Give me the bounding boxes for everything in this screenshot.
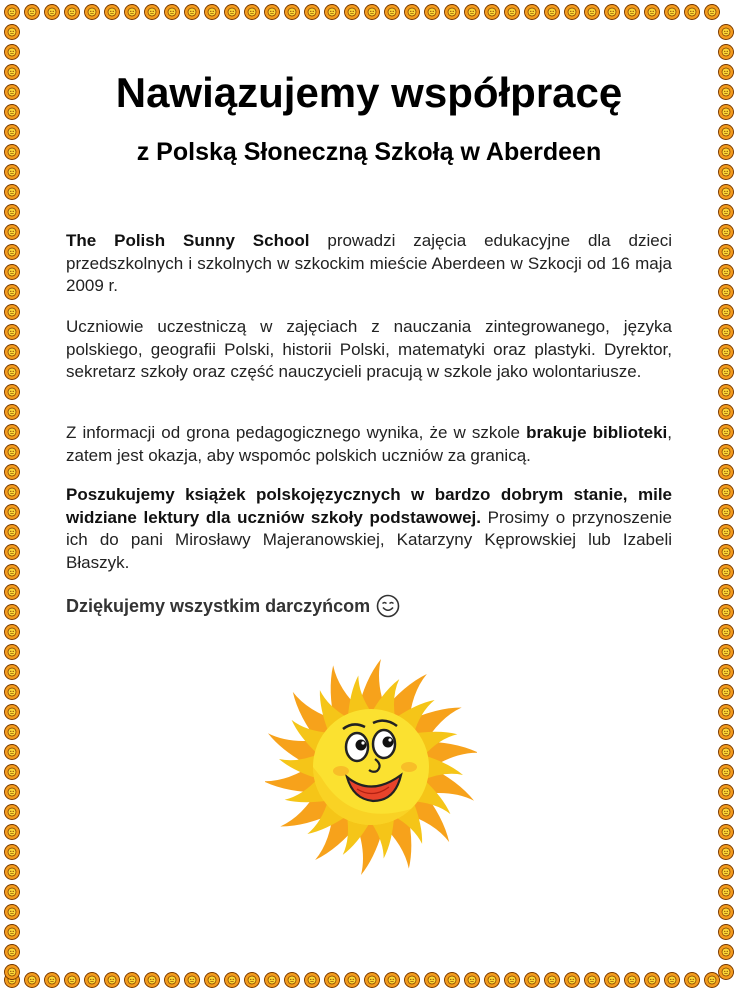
border-flower xyxy=(5,5,20,20)
border-flower xyxy=(5,885,20,900)
border-flower xyxy=(685,973,700,988)
border-flower xyxy=(485,5,500,20)
border-flower xyxy=(5,545,20,560)
border-flower xyxy=(5,665,20,680)
border-flower xyxy=(719,945,734,960)
border-flower xyxy=(5,225,20,240)
border-flower xyxy=(719,645,734,660)
border-flower xyxy=(285,5,300,20)
border-flower xyxy=(325,5,340,20)
border-flower xyxy=(5,705,20,720)
border-flower xyxy=(505,973,520,988)
border-flower xyxy=(265,5,280,20)
border-flower xyxy=(5,845,20,860)
border-flower xyxy=(505,5,520,20)
thanks-line xyxy=(66,593,400,619)
paragraph-book-request: Poszukujemy książek polskojęzycznych w bardzo dobrym stanie, mile widziane lektury dla uczniów szkoły podstawowej. Prosimy o przynoszenie ich do pani Mirosławy Majeranowskiej, Katarzyny Kęprowskiej lub Izabeli Błaszyk. xyxy=(66,485,672,572)
border-flower xyxy=(705,5,720,20)
border-flower xyxy=(719,65,734,80)
border-flower xyxy=(5,645,20,660)
border-flower xyxy=(719,345,734,360)
border-flower xyxy=(5,265,20,280)
border-flower xyxy=(719,925,734,940)
border-flower xyxy=(305,5,320,20)
border-flower xyxy=(5,605,20,620)
border-flower xyxy=(719,825,734,840)
border-flower xyxy=(245,973,260,988)
page-subtitle: z Polską Słoneczną Szkołą w Aberdeen xyxy=(136,138,602,166)
border-flower xyxy=(719,85,734,100)
border-flower xyxy=(5,625,20,640)
border-flower xyxy=(5,485,20,500)
border-flower xyxy=(625,5,640,20)
border-flower xyxy=(5,325,20,340)
paragraph-lessons: Uczniowie uczestniczą w zajęciach z nauczania zintegrowanego, języka polskiego, geografii Polski, historii Polski, matematyki oraz plastyki. Dyrektor, sekretarz szkoły oraz część nauczycieli pracują w szkole jako wolontariusze. xyxy=(66,317,672,382)
border-flower xyxy=(719,905,734,920)
border-flower xyxy=(5,685,20,700)
smiley-icon xyxy=(376,594,400,618)
border-flower xyxy=(5,505,20,520)
border-flower xyxy=(719,785,734,800)
border-flower xyxy=(5,285,20,300)
border-flower xyxy=(205,5,220,20)
border-flower xyxy=(719,665,734,680)
border-flower xyxy=(145,5,160,20)
border-flower xyxy=(365,5,380,20)
border-flower xyxy=(5,45,20,60)
border-flower xyxy=(165,5,180,20)
border-flower xyxy=(719,845,734,860)
border-flower xyxy=(5,65,20,80)
border-flower xyxy=(665,973,680,988)
border-flower xyxy=(719,465,734,480)
border-flower xyxy=(665,5,680,20)
border-flower xyxy=(5,805,20,820)
border-flower xyxy=(719,525,734,540)
border-flower xyxy=(425,5,440,20)
border-flower xyxy=(5,725,20,740)
border-flower xyxy=(125,973,140,988)
sun-clipart xyxy=(265,652,477,882)
border-flower xyxy=(565,5,580,20)
border-flower xyxy=(5,445,20,460)
border-flower xyxy=(145,973,160,988)
border-flower xyxy=(5,245,20,260)
border-flower xyxy=(685,5,700,20)
border-flower xyxy=(5,965,20,980)
border-flower xyxy=(5,305,20,320)
border-flower xyxy=(719,505,734,520)
border-flower xyxy=(719,565,734,580)
border-flower xyxy=(5,385,20,400)
border-flower xyxy=(205,973,220,988)
border-flower xyxy=(565,973,580,988)
border-flower xyxy=(719,485,734,500)
border-flower xyxy=(125,5,140,20)
border-flower xyxy=(5,945,20,960)
border-flower xyxy=(345,973,360,988)
border-flower xyxy=(5,825,20,840)
border-flower xyxy=(719,865,734,880)
border-flower xyxy=(65,5,80,20)
border-flower xyxy=(5,185,20,200)
border-flower xyxy=(719,625,734,640)
border-flower xyxy=(719,445,734,460)
border-flower xyxy=(5,105,20,120)
border-flower xyxy=(719,105,734,120)
border-flower xyxy=(719,45,734,60)
thanks-text: Dziękujemy wszystkim darczyńcom xyxy=(66,596,371,616)
border-flower xyxy=(5,905,20,920)
border-flower xyxy=(45,973,60,988)
border-flower xyxy=(719,185,734,200)
border-flower xyxy=(225,5,240,20)
book-request-bold: Poszukujemy książek polskojęzycznych w bardzo dobrym stanie, mile widziane lektury dla uczniów szkoły podstawowej. xyxy=(66,485,672,527)
border-flower xyxy=(5,125,20,140)
border-flower xyxy=(719,405,734,420)
border-flower xyxy=(719,965,734,980)
border-flower xyxy=(719,545,734,560)
border-flower xyxy=(365,973,380,988)
border-flower xyxy=(85,973,100,988)
school-name: The Polish Sunny School xyxy=(66,231,310,250)
border-flower xyxy=(525,973,540,988)
border-flower xyxy=(5,425,20,440)
border-flower xyxy=(719,605,734,620)
border-flower xyxy=(25,5,40,20)
border-flower xyxy=(5,585,20,600)
border-flower xyxy=(265,973,280,988)
border-flower xyxy=(5,365,20,380)
border-flower xyxy=(719,145,734,160)
border-flower xyxy=(5,85,20,100)
border-flower xyxy=(719,365,734,380)
border-flower xyxy=(405,5,420,20)
page-title: Nawiązujemy współpracę xyxy=(115,69,623,116)
border-flower xyxy=(525,5,540,20)
border-flower xyxy=(5,465,20,480)
paragraph-school-intro: The Polish Sunny School prowadzi zajęcia edukacyjne dla dzieci przedszkolnych i szkolnych w szkockim mieście Aberdeen w Szkocji od 16 maja 2009 r. xyxy=(66,231,672,296)
border-flower xyxy=(719,285,734,300)
border-flower xyxy=(325,973,340,988)
border-flower xyxy=(385,5,400,20)
border-flower xyxy=(385,973,400,988)
border-flower xyxy=(719,425,734,440)
border-flower xyxy=(719,325,734,340)
border-flower xyxy=(5,405,20,420)
border-flower xyxy=(719,805,734,820)
border-flower xyxy=(605,973,620,988)
border-flower xyxy=(305,973,320,988)
border-flower xyxy=(5,25,20,40)
border-flower xyxy=(45,5,60,20)
border-flower xyxy=(719,885,734,900)
border-flower xyxy=(719,25,734,40)
border-flower xyxy=(719,125,734,140)
border-flower xyxy=(719,165,734,180)
border-flower xyxy=(5,165,20,180)
border-flower xyxy=(5,145,20,160)
border-flower xyxy=(719,245,734,260)
border-flower xyxy=(165,973,180,988)
border-flower xyxy=(719,685,734,700)
border-flower xyxy=(5,565,20,580)
border-flower xyxy=(285,973,300,988)
border-flower xyxy=(719,305,734,320)
border-flower xyxy=(85,5,100,20)
border-flower xyxy=(645,5,660,20)
border-flower xyxy=(719,705,734,720)
border-flower xyxy=(445,5,460,20)
border-flower xyxy=(545,973,560,988)
border-flower xyxy=(445,973,460,988)
border-flower xyxy=(25,973,40,988)
border-flower xyxy=(185,973,200,988)
border-flower xyxy=(5,865,20,880)
border-flower xyxy=(719,585,734,600)
border-flower xyxy=(225,973,240,988)
border-flower xyxy=(5,745,20,760)
border-flower xyxy=(585,5,600,20)
border-flower xyxy=(625,973,640,988)
border-flower xyxy=(719,745,734,760)
border-flower xyxy=(105,973,120,988)
missing-library-text: brakuje biblioteki xyxy=(526,423,668,442)
border-flower xyxy=(645,973,660,988)
border-flower xyxy=(5,205,20,220)
border-flower xyxy=(185,5,200,20)
border-flower xyxy=(105,5,120,20)
border-flower xyxy=(465,973,480,988)
border-flower xyxy=(425,973,440,988)
border-flower xyxy=(719,765,734,780)
border-flower xyxy=(65,973,80,988)
paragraph-library: Z informacji od grona pedagogicznego wynika, że w szkole brakuje biblioteki, zatem jest okazja, aby wspomóc polskich uczniów za granicą. xyxy=(66,423,673,465)
border-flower xyxy=(5,785,20,800)
border-flower xyxy=(345,5,360,20)
border-flower xyxy=(5,765,20,780)
border-flower xyxy=(465,5,480,20)
border-flower xyxy=(545,5,560,20)
border-flower xyxy=(719,385,734,400)
border-flower xyxy=(719,225,734,240)
border-flower xyxy=(5,925,20,940)
border-flower xyxy=(405,973,420,988)
border-flower xyxy=(245,5,260,20)
border-flower xyxy=(719,265,734,280)
border-flower xyxy=(5,345,20,360)
border-flower xyxy=(585,973,600,988)
border-flower xyxy=(719,205,734,220)
border-flower xyxy=(719,725,734,740)
border-flower xyxy=(485,973,500,988)
border-flower xyxy=(605,5,620,20)
border-flower xyxy=(705,973,720,988)
border-flower xyxy=(5,525,20,540)
